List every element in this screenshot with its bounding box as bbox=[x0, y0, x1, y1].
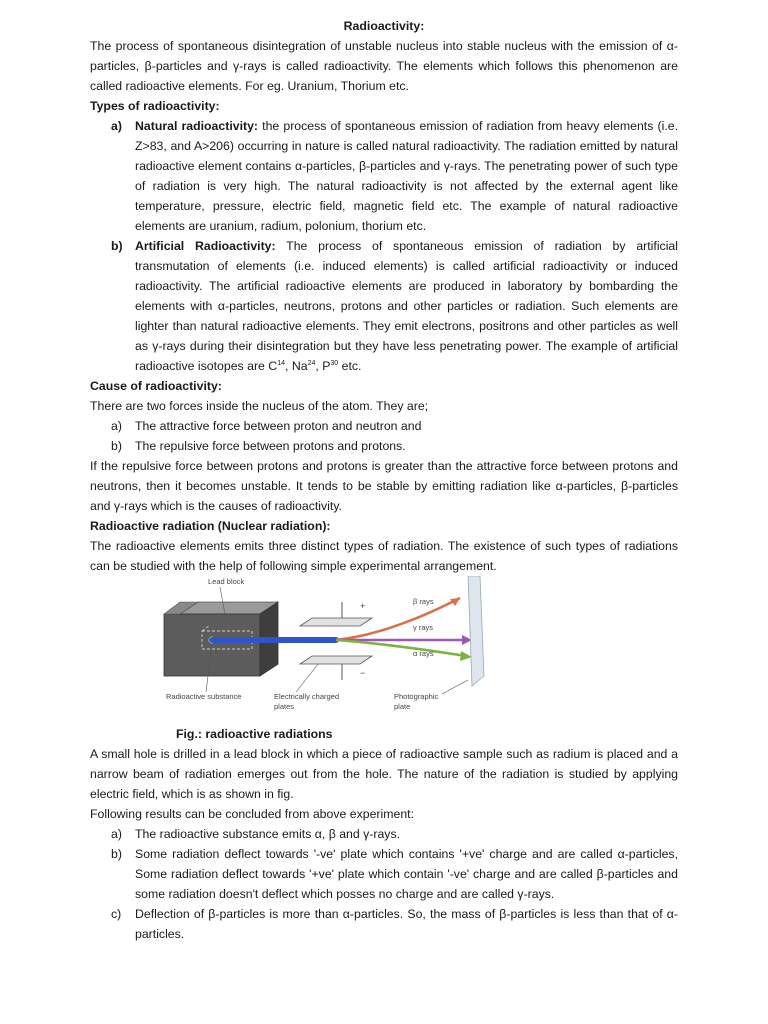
isotope: C bbox=[268, 359, 278, 373]
list-text bbox=[135, 116, 678, 236]
results-intro: Following results can be concluded from above experiment: bbox=[90, 807, 414, 821]
isotope-mass: 14 bbox=[277, 359, 285, 367]
list-text: The repulsive force between protons and protons. bbox=[135, 439, 406, 453]
definition: The process of spontaneous emission of radiation by artificial transmutation of elements (i.e. induced elements) is called artificial radioactivity or induced radioactivity. The artificial radioactive elements are produced in laboratory by bombarding the elements with α-particles, neutrons, protons and other particles or radiation. Such elements are lighter than natural radioactive elements. They emit electrons, positrons and other particles as well as γ-rays during their disintegration but they have less penetrating power. The example of artificial radioactive isotopes are bbox=[135, 239, 678, 373]
bottom-plate bbox=[300, 656, 372, 664]
list-marker: b) bbox=[111, 847, 122, 861]
list-marker: b) bbox=[111, 239, 123, 253]
cause-heading: Cause of radioactivity: bbox=[90, 379, 222, 393]
cause-intro: There are two forces inside the nucleus of the atom. They are; bbox=[90, 399, 429, 413]
minus-sign: − bbox=[360, 668, 366, 678]
isotope: Na bbox=[291, 359, 308, 373]
definition: the process of spontaneous emission of radiation from heavy elements (i.e. Z>83, and A>206) occurring in nature is called natural radioactivity. The radiation emitted by natural radioactive element contains α-particles, β-particles and γ-rays. The penetrating power of such type of radiation is very high. The natural radioactivity is not affected by the external agent like temperature, pressure, electric field, magnetic field etc. The example of natural radioactive elements are uranium, radium, polonium, thorium etc. bbox=[135, 119, 678, 233]
term: Artificial Radioactivity: bbox=[135, 239, 276, 253]
document-page bbox=[90, 16, 678, 944]
plus-sign: + bbox=[360, 601, 366, 611]
term: Natural radioactivity: bbox=[135, 119, 259, 133]
plates-label: Electrically charged bbox=[274, 692, 340, 701]
photographic-plate bbox=[468, 576, 484, 686]
intro-paragraph: The process of spontaneous disintegration of unstable nucleus into stable nucleus with the emission of α-particles, β-particles and γ-rays is called radioactivity. The elements which follows this phenomenon are called radioactive elements. For eg. Uranium, Thorium etc. bbox=[90, 39, 678, 93]
list-text: Artificial Radioactivity: The process of spontaneous emission of radiation by artificial transmutation of elements (i.e. induced elements) is called artificial radioactivity or induced radioactivity. The artificial radioactive elements are produced in laboratory by bombarding the elements with α-particles, neutrons, protons and other particles or radiation. Such elements are lighter than natural radioactive elements. They emit electrons, positrons and other particles as well as γ-rays during their disintegration but they have less penetrating power. The example of artificial radioactive isotopes are $C^{14}$, Na$^{24}$, $P^{30}$ etc. bbox=[135, 239, 678, 373]
radioactive-radiation-figure bbox=[90, 576, 678, 724]
radiation-heading: Radioactive radiation (Nuclear radiation): bbox=[90, 519, 331, 533]
types-heading: Types of radioactivity: bbox=[90, 99, 220, 113]
list-item bbox=[90, 824, 678, 844]
photographic-plate-pointer bbox=[442, 680, 468, 694]
list-text: Deflection of β-particles is more than α-particles. So, the mass of β-particles is less than that of α-particles. bbox=[135, 907, 678, 941]
beta-rays-label: β rays bbox=[413, 597, 434, 606]
photographic-plate-label-line2: plate bbox=[394, 702, 411, 711]
list-item bbox=[90, 116, 678, 236]
plates-pointer bbox=[296, 664, 318, 692]
list-item bbox=[90, 844, 678, 904]
figure-illustration bbox=[90, 576, 678, 724]
list-marker: b) bbox=[111, 439, 122, 453]
list-item bbox=[90, 904, 678, 944]
list-text: Some radiation deflect towards '-ve' plate which contains '+ve' charge and are called α-particles, Some radiation deflect towards '+ve' plate which contain '-ve' charge and are called β-particles and some radiation doesn't deflect which posses no charge and are called γ-rays. bbox=[135, 847, 678, 901]
list-item bbox=[90, 436, 678, 456]
list-marker: c) bbox=[111, 907, 122, 921]
list-text: The radioactive substance emits α, β and γ-rays. bbox=[135, 827, 401, 841]
top-plate bbox=[300, 618, 372, 626]
tail-text: etc. bbox=[338, 359, 362, 373]
radiation-paragraph: The radioactive elements emits three distinct types of radiation. The existence of such types of radiations can be studied with the help of following simple experimental arrangement. bbox=[90, 539, 678, 573]
list-item bbox=[90, 236, 678, 376]
alpha-arrowhead bbox=[460, 651, 472, 661]
list-item bbox=[90, 416, 678, 436]
photographic-plate-label: Photographic bbox=[394, 692, 439, 701]
isotope: P bbox=[322, 359, 331, 373]
plates-label-line2: plates bbox=[274, 702, 295, 711]
cause-paragraph: If the repulsive force between protons and protons is greater than the attractive force between protons and neutrons, then it becomes unstable. It tends to be stable by emitting radiation like α-particles, β-particles and γ-rays which is the causes of radioactivity. bbox=[90, 459, 678, 513]
experiment-paragraph: A small hole is drilled in a lead block in which a piece of radioactive sample such as radium is placed and a narrow beam of radiation emerges out from the hole. The nature of the radiation is studied by applying electric field, which is as shown in fig. bbox=[90, 747, 678, 801]
alpha-rays-label: α rays bbox=[413, 649, 434, 658]
list-text: The attractive force between proton and neutron and bbox=[135, 419, 422, 433]
isotope-mass: 24 bbox=[307, 359, 316, 367]
list-marker: a) bbox=[111, 827, 122, 841]
page-title: Radioactivity: bbox=[343, 19, 425, 33]
alpha-ray bbox=[336, 640, 466, 656]
gamma-rays-label: γ rays bbox=[413, 623, 434, 632]
radioactive-substance-label: Radioactive substance bbox=[166, 692, 242, 701]
figure-caption: Fig.: radioactive radiations bbox=[176, 727, 333, 741]
lead-block-label: Lead block bbox=[208, 577, 245, 586]
list-marker: a) bbox=[111, 119, 122, 133]
isotope-mass: 30 bbox=[330, 359, 339, 367]
list-marker: a) bbox=[111, 419, 122, 433]
